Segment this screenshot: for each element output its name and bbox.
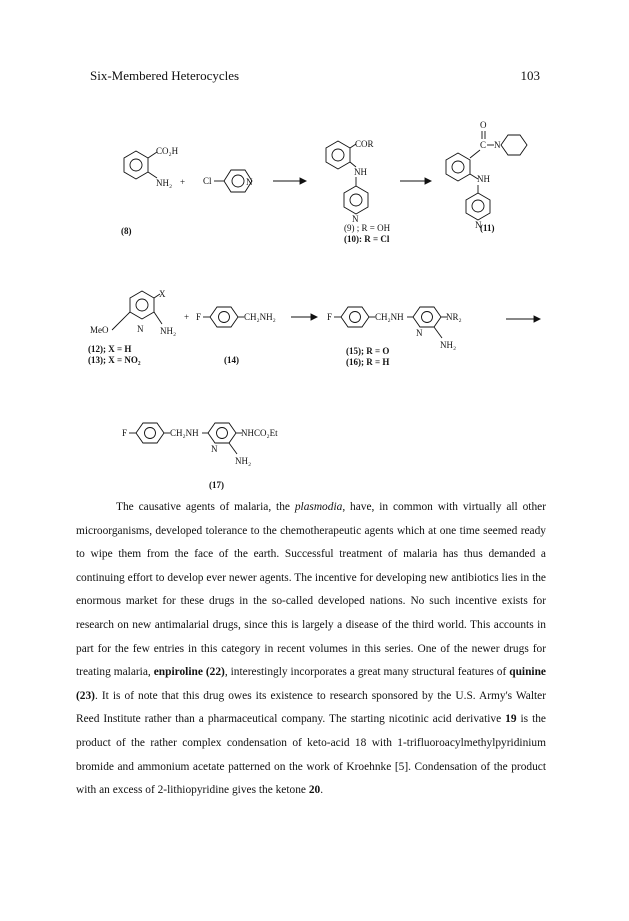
pyridine-n-label: N [246,177,253,187]
compound-19-ref: 19 [505,713,517,726]
f-label: F [122,428,128,438]
f-label: F [327,312,333,322]
meo-label: MeO [90,325,109,335]
page-number: 103 [520,68,540,83]
label-15: (15); R = O [346,346,390,356]
nr2-label: NR₂ [446,312,462,322]
label-13: (13); X = NO₂ [88,355,141,365]
cor-label: COR [355,139,374,149]
enpiroline-term: enpiroline (22) [153,666,225,679]
arrow-1-head [300,178,306,184]
x-label: X [159,289,166,299]
plus-sign: + [184,312,190,322]
label-8: (8) [121,226,132,236]
arrow-3-head [311,314,317,320]
nhco2et-label: NHCO₂Et [241,428,278,438]
compound-12-13-structure [90,289,176,336]
compound-9-10-structure [326,139,374,224]
carbonyl-o-label: O [480,120,487,130]
label-11: (11) [480,223,495,233]
pyridine-n-label: N [211,444,218,454]
ch2nh-label: CH₂NH [375,312,404,322]
header-title: Six-Membered Heterocycles [90,68,240,83]
nh-label: NH [354,167,367,177]
text-span: . It is of note that this drug owes its existence to research sponsored by the U.S. Army's Walter Reed Institute rather than a pharmaceutical company. The starting nicotinic acid derivative [76,689,546,726]
compound-15-16-structure [327,307,462,350]
piperidine-n-label: N [494,140,501,150]
quinine-term: quinine (23) [76,666,546,702]
text-span: The causative agents of malaria, the [116,501,295,513]
ch2nh2-label: CH₂NH₂ [244,312,276,322]
carbonyl-c-label: C [480,140,487,150]
nh2-label: NH₂ [440,340,457,350]
label-10: (10): R = Cl [344,234,390,244]
label-17: (17) [209,480,224,490]
co2h-label: CO₂H [156,146,179,156]
nh2-label: NH₂ [160,326,177,336]
pyridine-n-label: N [416,328,423,338]
cl-label: Cl [203,176,212,186]
pyridine-n-label: N [352,214,359,224]
pyridine-n-label: N [137,324,144,334]
compound-20-ref: 20 [308,784,321,797]
text-span: , have, in common with virtually all other microorganisms, developed tolerance to the chemotherapeutic agents which at one time seemed ready to wipe them from the face of the earth. Successful treatment of malaria has thus demanded a continuing effort to develop ever newer agents. The incentive for developing new antibiotics lies in the enormous market for these drugs in the so-called developed nations. No such incentive exists for research on new antimalarial drugs, since this is largely a disease of the third world. This accounts in part for the few entries in this category in recent volumes in this series. One of the newer drugs for treating malaria, [76,501,546,679]
chloropyridine-structure [203,170,253,192]
compound-8-structure [124,146,179,188]
nh2-label: NH₂ [156,178,173,188]
paragraph [76,496,546,803]
ch2nh-label: CH₂NH [170,428,199,438]
f-label: F [196,312,202,322]
plus-sign: + [180,177,186,187]
body-text [76,496,546,803]
label-12: (12); X = H [88,344,132,354]
label-14: (14) [224,355,239,365]
plasmodia-term: plasmodia [294,501,343,513]
pyridine-n-label: N [475,220,482,230]
compound-17-structure [122,423,278,466]
nh-label: NH [477,174,490,184]
text-span: . [320,784,324,797]
compound-14-structure [196,307,276,327]
nh2-label: NH₂ [235,456,252,466]
text-span: is the product of the rather complex condensation of keto-acid 18 with 1-trifluoroacylmethylpyridinium bromide and ammonium acetate patterned on the work of Kroehnke [5]. Condensation of the product with an excess of 2-lithiopyridine gives the ketone [76,713,546,797]
arrow-2-head [425,178,431,184]
label-16: (16); R = H [346,357,390,367]
text-span: , interestingly incorporates a great many structural features of [224,666,510,679]
label-9: (9) ; R = OH [344,223,391,233]
compound-11-structure [446,120,527,230]
arrow-4-head [534,316,540,322]
